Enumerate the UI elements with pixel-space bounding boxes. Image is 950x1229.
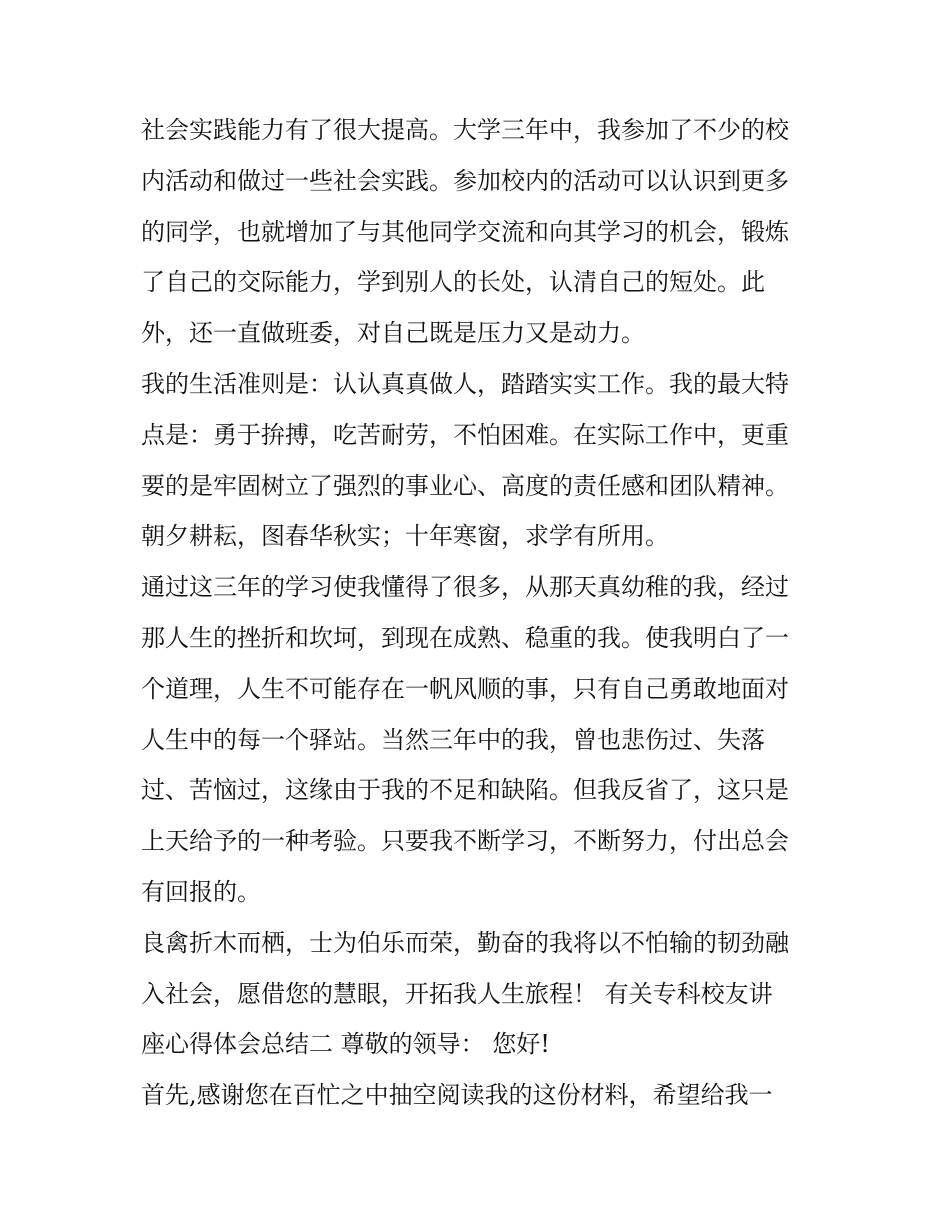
text-line: 那人生的挫折和坎坷，到现在成熟、稳重的我。使我明白了一	[141, 623, 789, 652]
text-line: 通过这三年的学习使我懂得了很多，从那天真幼稚的我，经过	[141, 573, 789, 602]
text-line: 我的生活准则是：认认真真做人，踏踏实实工作。我的最大特	[141, 369, 789, 398]
text-line: 良禽折木而栖，士为伯乐而荣，勤奋的我将以不怕输的韧劲融	[141, 928, 789, 957]
text-line: 过、苦恼过，这缘由于我的不足和缺陷。但我反省了，这只是	[141, 776, 789, 805]
text-line: 人生中的每一个驿站。当然三年中的我，曾也悲伤过、失落	[141, 725, 765, 754]
text-line: 点是：勇于拚搏，吃苦耐劳，不怕困难。在实际工作中，更重	[141, 420, 789, 449]
document-body	[141, 105, 821, 1121]
text-line: 有回报的。	[141, 877, 261, 906]
text-line: 座心得体会总结二 尊敬的领导： 您好!	[141, 1030, 550, 1059]
text-line: 外，还一直做班委，对自己既是压力又是动力。	[141, 319, 645, 348]
text-line: 要的是牢固树立了强烈的事业心、高度的责任感和团队精神。	[141, 471, 789, 500]
text-line: 社会实践能力有了很大提高。大学三年中，我参加了不少的校	[141, 116, 789, 144]
text-line: 首先,感谢您在百忙之中抽空阅读我的这份材料，希望给我一	[141, 1081, 773, 1110]
text-line: 入社会，愿借您的慧眼，开拓我人生旅程！ 有关专科校友讲	[141, 979, 773, 1008]
text-line: 个道理，人生不可能存在一帆风顺的事，只有自己勇敢地面对	[141, 674, 789, 703]
text-line: 了自己的交际能力，学到别人的长处，认清自己的短处。此	[141, 268, 765, 297]
text-line: 的同学，也就增加了与其他同学交流和向其学习的机会，锻炼	[141, 217, 789, 246]
text-line: 内活动和做过一些社会实践。参加校内的活动可以认识到更多	[141, 166, 789, 195]
text-line: 上天给予的一种考验。只要我不断学习，不断努力，付出总会	[141, 827, 789, 856]
text-line: 朝夕耕耘，图春华秋实；十年寒窗，求学有所用。	[141, 522, 669, 551]
